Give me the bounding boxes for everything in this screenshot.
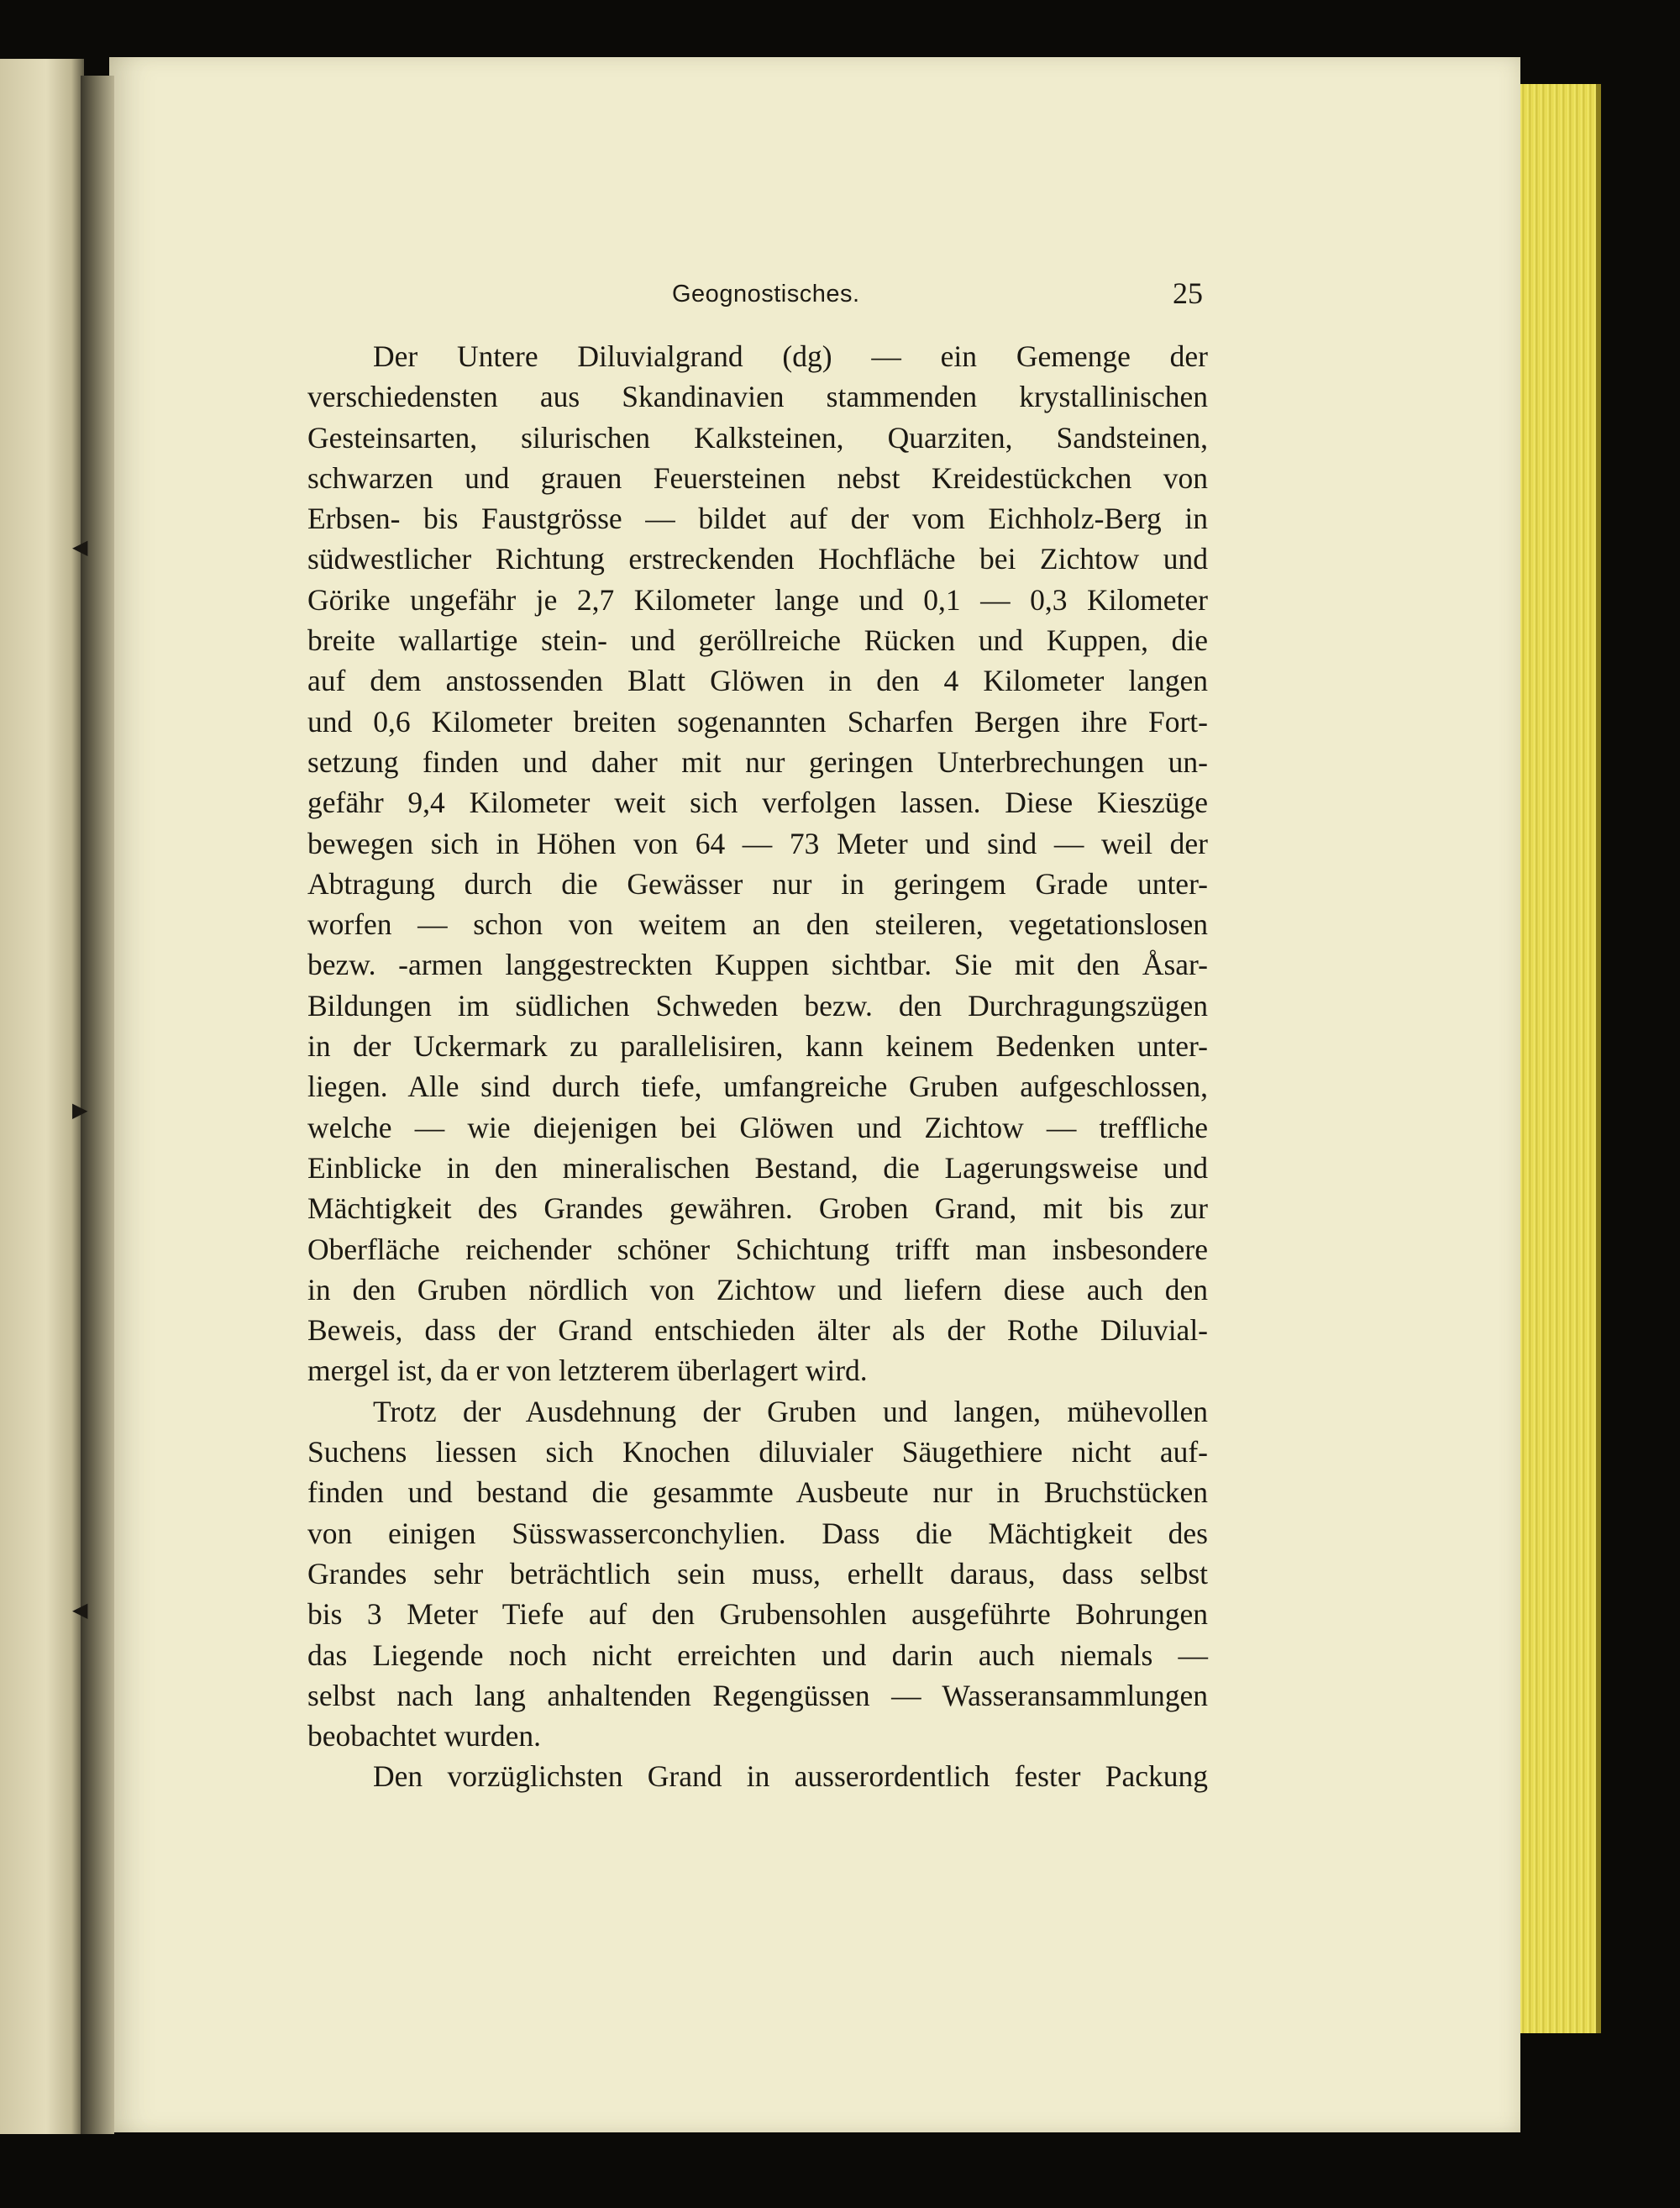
page-header bbox=[307, 276, 1206, 318]
text-line: Görike ungefähr je 2,7 Kilometer lange und 0,1 — 0,3 Kilometer bbox=[307, 582, 1208, 617]
text-line: bis 3 Meter Tiefe auf den Grubensohlen ausgeführte Bohrungen bbox=[307, 1597, 1208, 1632]
text-line: setzung finden und daher mit nur geringen Unterbrechungen un- bbox=[307, 744, 1208, 779]
text-line: bezw. -armen langgestreckten Kuppen sichtbar. Sie mit den Åsar- bbox=[307, 948, 1208, 982]
text-line: selbst nach lang anhaltenden Regengüssen — Wasseransammlungen bbox=[307, 1678, 1208, 1712]
text-line: von einigen Süsswasserconchylien. Dass die Mächtigkeit des bbox=[307, 1516, 1208, 1550]
text-line: mergel ist, da er von letzterem überlagert wird. bbox=[307, 1354, 868, 1388]
text-line: liegen. Alle sind durch tiefe, umfangreiche Gruben aufgeschlossen, bbox=[307, 1070, 1208, 1104]
text-line: gefähr 9,4 Kilometer weit sich verfolgen lassen. Diese Kieszüge bbox=[307, 786, 1208, 820]
body-text bbox=[307, 336, 1208, 1797]
text-line: Trotz der Ausdehnung der Gruben und langen, mühevollen bbox=[373, 1394, 1208, 1428]
binding-notch-icon: ◀ bbox=[72, 1598, 88, 1622]
text-line: Den vorzüglichsten Grand in ausserordentlich fester Packung bbox=[373, 1759, 1208, 1794]
text-line: in der Uckermark zu parallelisiren, kann keinem Bedenken unter- bbox=[307, 1029, 1208, 1064]
text-line: Einblicke in den mineralischen Bestand, die Lagerungsweise und bbox=[307, 1150, 1208, 1185]
text-line: Gesteinsarten, silurischen Kalksteinen, Quarziten, Sandsteinen, bbox=[307, 420, 1208, 455]
text-line: finden und bestand die gesammte Ausbeute nur in Bruchstücken bbox=[307, 1475, 1208, 1510]
text-line: Bildungen im südlichen Schweden bezw. den Durchragungszügen bbox=[307, 988, 1208, 1023]
text-line: Beweis, dass der Grand entschieden älter als der Rothe Diluvial- bbox=[307, 1313, 1208, 1348]
text-line: Mächtigkeit des Grandes gewähren. Groben Grand, mit bis zur bbox=[307, 1191, 1208, 1226]
text-line: worfen — schon von weitem an den steileren, vegetationslosen bbox=[307, 907, 1208, 942]
running-head: Geognostisches. bbox=[672, 281, 860, 308]
text-line: Oberfläche reichender schöner Schichtung trifft man insbesondere bbox=[307, 1232, 1208, 1266]
text-line: welche — wie diejenigen bei Glöwen und Zichtow — treffliche bbox=[307, 1110, 1208, 1144]
text-line: Suchens liessen sich Knochen diluvialer Säugethiere nicht auf- bbox=[307, 1435, 1208, 1469]
binding-notch-icon: ◀ bbox=[72, 535, 88, 559]
text-line: Erbsen- bis Faustgrösse — bildet auf der vom Eichholz-Berg in bbox=[307, 502, 1208, 536]
binding-notch-icon: ▶ bbox=[72, 1098, 88, 1122]
left-page-edge bbox=[0, 59, 84, 2134]
text-line: Der Untere Diluvialgrand (dg) — ein Gemenge der bbox=[373, 339, 1208, 373]
text-line: Grandes sehr beträchtlich sein muss, erhellt daraus, dass selbst bbox=[307, 1556, 1208, 1590]
page-edges bbox=[1512, 84, 1601, 2033]
text-line: und 0,6 Kilometer breiten sogenannten Scharfen Bergen ihre Fort- bbox=[307, 704, 1208, 739]
text-line: beobachtet wurden. bbox=[307, 1719, 541, 1753]
text-line: das Liegende noch nicht erreichten und darin auch niemals — bbox=[307, 1638, 1208, 1672]
text-line: breite wallartige stein- und geröllreiche Rücken und Kuppen, die bbox=[307, 623, 1208, 658]
text-line: bewegen sich in Höhen von 64 — 73 Meter und sind — weil der bbox=[307, 826, 1208, 860]
text-line: schwarzen und grauen Feuersteinen nebst Kreidestückchen von bbox=[307, 460, 1208, 495]
text-line: südwestlicher Richtung erstreckenden Hochfläche bei Zichtow und bbox=[307, 542, 1208, 576]
text-line: Abtragung durch die Gewässer nur in geringem Grade unter- bbox=[307, 866, 1208, 901]
page-number: 25 bbox=[1173, 276, 1203, 310]
text-line: verschiedensten aus Skandinavien stammenden krystallinischen bbox=[307, 380, 1208, 414]
text-line: auf dem anstossenden Blatt Glöwen in den 4 Kilometer langen bbox=[307, 664, 1208, 698]
text-line: in den Gruben nördlich von Zichtow und liefern diese auch den bbox=[307, 1272, 1208, 1306]
